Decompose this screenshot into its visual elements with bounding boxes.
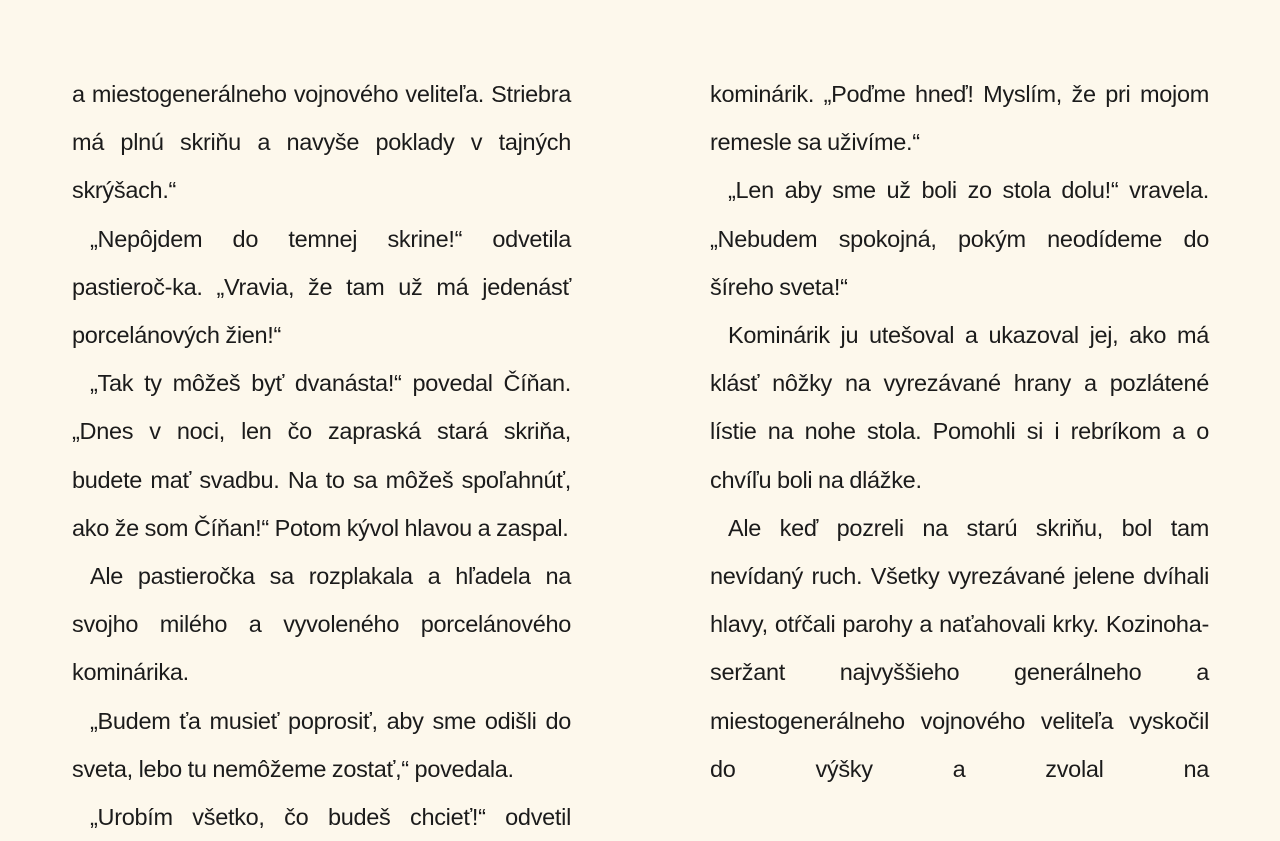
paragraph: Kominárik ju utešoval a ukazoval jej, ako má klásť nôžky na vyrezávané hrany a pozlátené lístie na nohe stola. Pomohli si i rebríkom a o chvíľu boli na dlážke. xyxy=(710,322,1209,493)
paragraph: a miestogenerálneho vojnového veliteľa. Striebra má plnú skriňu a navyše poklady v tajných skrýšach.“ xyxy=(72,81,571,204)
paragraph: Ale keď pozreli na starú skriňu, bol tam nevídaný ruch. Všetky vyrezávané jelene dvíhali hlavy, otŕčali parohy a naťahovali krky. Kozinoha-seržant najvyššieho generálneho a miestogenerálneho vojnového veliteľa vyskočil do výšky a zvolal na xyxy=(710,514,1209,782)
right-page-column xyxy=(710,70,1209,793)
paragraph: „Urobím všetko, čo budeš chcieť!“ odvetil xyxy=(90,804,571,831)
paragraph: „Len aby sme už boli zo stola dolu!“ vravela. „Nebudem spokojná, pokým neodídeme do šíreho sveta!“ xyxy=(710,177,1209,300)
paragraph: „Budem ťa musieť poprosiť, aby sme odišli do sveta, lebo tu nemôžeme zostať,“ povedala. xyxy=(72,707,571,782)
paragraph: kominárik. „Poďme hneď! Myslím, že pri mojom remesle sa uživíme.“ xyxy=(710,81,1209,156)
paragraph: Ale pastieročka sa rozplakala a hľadela na svojho milého a vyvoleného porcelánového kominárika. xyxy=(72,563,571,686)
paragraph: „Tak ty môžeš byť dvanásta!“ povedal Číňan. „Dnes v noci, len čo zapraská stará skriňa, budete mať svadbu. Na to sa môžeš spoľahnúť, ako že som Číňan!“ Potom kývol hlavou a zaspal. xyxy=(72,370,571,541)
paragraph: „Nepôjdem do temnej skrine!“ odvetila pastieroč-ka. „Vravia, že tam už má jedenásť porcelánových žien!“ xyxy=(72,225,571,349)
left-page-column xyxy=(72,70,571,841)
